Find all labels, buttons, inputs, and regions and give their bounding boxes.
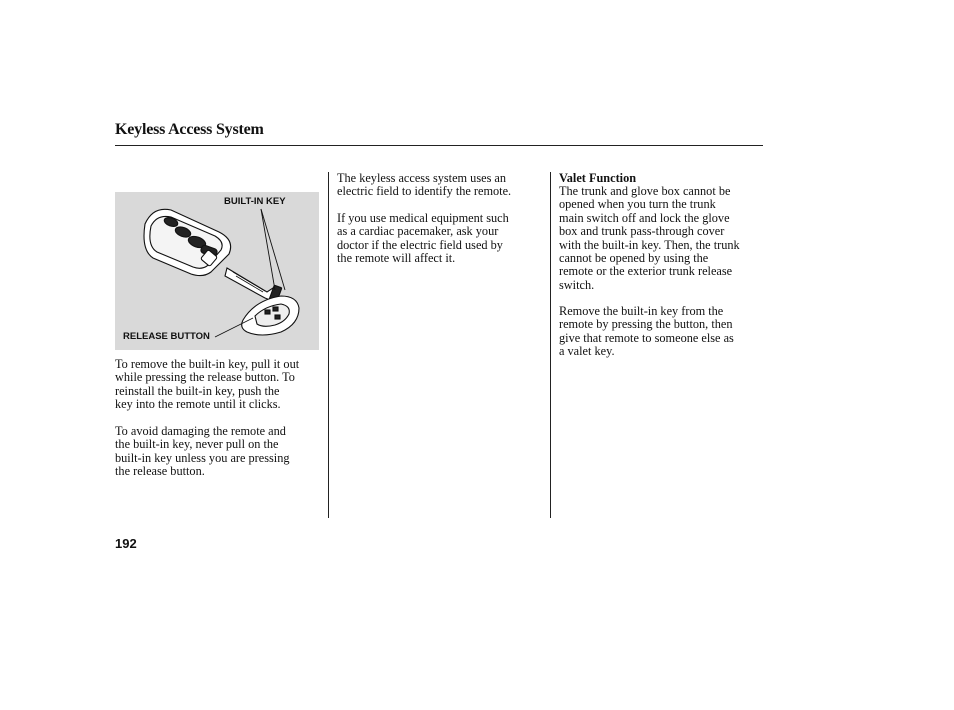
valet-function-heading: Valet Function xyxy=(559,171,637,185)
paragraph-valet-trunk: The trunk and glove box cannot be opened when you turn the trunk main switch off and lock the glove box and trunk pass-through cover with the built-in key. Then, the trunk cannot be opened by using the remote or the exterior trunk release switch. xyxy=(559,184,740,292)
column-divider-2 xyxy=(550,172,551,518)
label-release-button: RELEASE BUTTON xyxy=(123,331,210,342)
key-remote-illustration xyxy=(115,192,319,350)
page-number: 192 xyxy=(115,536,137,551)
paragraph-electric-field: The keyless access system uses an electric field to identify the remote. xyxy=(337,171,512,199)
paragraph-remove-key: To remove the built-in key, pull it out while pressing the release button. To reinstall the built-in key, push the key into the remote until it clicks. xyxy=(115,357,300,412)
paragraph-valet-key: Remove the built-in key from the remote by pressing the button, then give that remote to someone else as a valet key. xyxy=(559,304,734,359)
section-title: Keyless Access System xyxy=(115,121,264,138)
title-rule xyxy=(115,145,763,146)
column-divider-1 xyxy=(328,172,329,518)
label-built-in-key: BUILT-IN KEY xyxy=(224,196,286,207)
paragraph-medical-equipment: If you use medical equipment such as a cardiac pacemaker, ask your doctor if the electric field used by the remote will affect it. xyxy=(337,211,509,266)
key-holder-icon xyxy=(242,296,299,335)
remote-drawing xyxy=(115,192,319,350)
remote-fob-icon xyxy=(144,209,231,275)
paragraph-avoid-damage: To avoid damaging the remote and the built-in key, never pull on the built-in key unless you are pressing the release button. xyxy=(115,424,290,479)
